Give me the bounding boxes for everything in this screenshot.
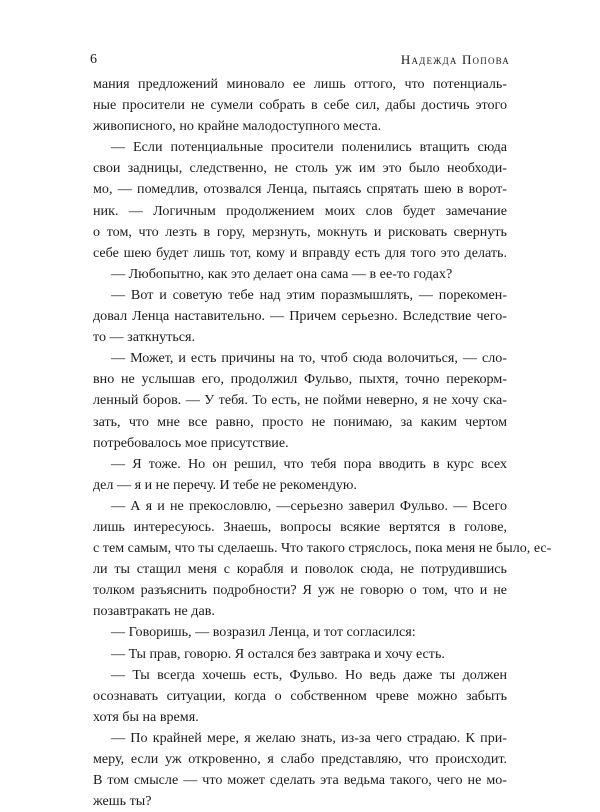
- text-line: живописного, но крайне малодоступного места.: [93, 118, 382, 135]
- text-line: довал Ленца наставительно. — Причем серьезно. Вследствие чего-: [93, 308, 507, 325]
- text-line: о том, что лезть в гору, мерзнуть, мокнуть и рисковать свернуть: [93, 223, 507, 240]
- text-line: ленный боров. — У тебя. То есть, не пойми неверно, я не хочу ска-: [93, 392, 507, 409]
- body-text: [93, 74, 552, 812]
- page-number: 6: [90, 52, 97, 67]
- text-line: — Говоришь, — возразил Ленца, и тот согласился:: [111, 624, 416, 641]
- text-line: ник. — Логичным продолжением моих слов будет замечание: [93, 202, 507, 219]
- text-line: позавтракать не дав.: [93, 603, 215, 620]
- text-line: — Ты прав, говорю. Я остался без завтрака и хочу есть.: [111, 645, 445, 662]
- text-line: вно не услышав его, продолжил Фульво, пыхтя, точно перекорм-: [93, 371, 507, 388]
- text-line: хотя бы на время.: [93, 708, 199, 725]
- text-line: то — заткнуться.: [93, 329, 196, 346]
- text-line: с тем самым, что ты сделаешь. Что такого стряслось, пока меня не было, ес-: [93, 540, 552, 557]
- text-line: ные просители не сумели собрать в себе сил, дабы достичь этого: [93, 97, 507, 114]
- text-line: осознавать ситуации, когда о собственном чреве можно забыть: [93, 687, 507, 704]
- text-line: — Я тоже. Но он решил, что тебя пора вводить в курс всех: [111, 455, 507, 472]
- text-line: потребовалось мое присутствие.: [93, 434, 289, 451]
- text-line: себе шею будет лишь тот, кому и вправду есть для того это делать.: [93, 244, 507, 261]
- text-line: — Может, и есть причины на то, чтоб сюда волочиться, — сло-: [111, 350, 507, 367]
- text-line: В том смысле — что может сделать эта ведьма такого, чего не мо-: [93, 772, 507, 789]
- text-line: дел — я и не перечу. И тебе не рекомендую.: [93, 476, 357, 493]
- text-line: — Любопытно, как это делает она сама — в ее-то годах?: [111, 265, 453, 282]
- running-head-author: Надежда Попова: [400, 52, 510, 67]
- text-line: — А я и не прекословлю, —серьезно заверил Фульво. — Всего: [111, 497, 507, 514]
- text-line: свои задницы, следственно, не столь уж им это было необходи-: [93, 160, 507, 177]
- text-line: зать, что мне все равно, просто не понимаю, за каким чертом: [93, 413, 507, 430]
- text-line: толком разъяснить подробности? Я уж не говорю о том, что и не: [93, 582, 507, 599]
- text-line: мания предложений миновало ее лишь оттого, что потенциаль-: [93, 76, 507, 92]
- text-line: — Ты всегда хочешь есть, Фульво. Но ведь даже ты должен: [111, 666, 507, 683]
- text-line: мо, — помедлив, отозвался Ленца, пытаясь спрятать шею в ворот-: [93, 181, 507, 198]
- text-line: — Если потенциальные просители поленились втащить сюда: [111, 139, 507, 156]
- text-line: — По крайней мере, я желаю знать, из-за чего страдаю. К при-: [111, 729, 507, 746]
- text-line: лишь интересуюсь. Знаешь, вопросы всякие вертятся в голове,: [93, 518, 507, 535]
- text-line: ли ты стащил меня с корабля и поволок сюда, не потрудившись: [93, 561, 507, 578]
- text-line: жешь ты?: [93, 793, 152, 810]
- text-line: — Вот и советую тебе над этим поразмышлять, — порекомен-: [111, 286, 507, 303]
- text-line: меру, если уж откровенно, я слабо представляю, что происходит.: [93, 751, 507, 767]
